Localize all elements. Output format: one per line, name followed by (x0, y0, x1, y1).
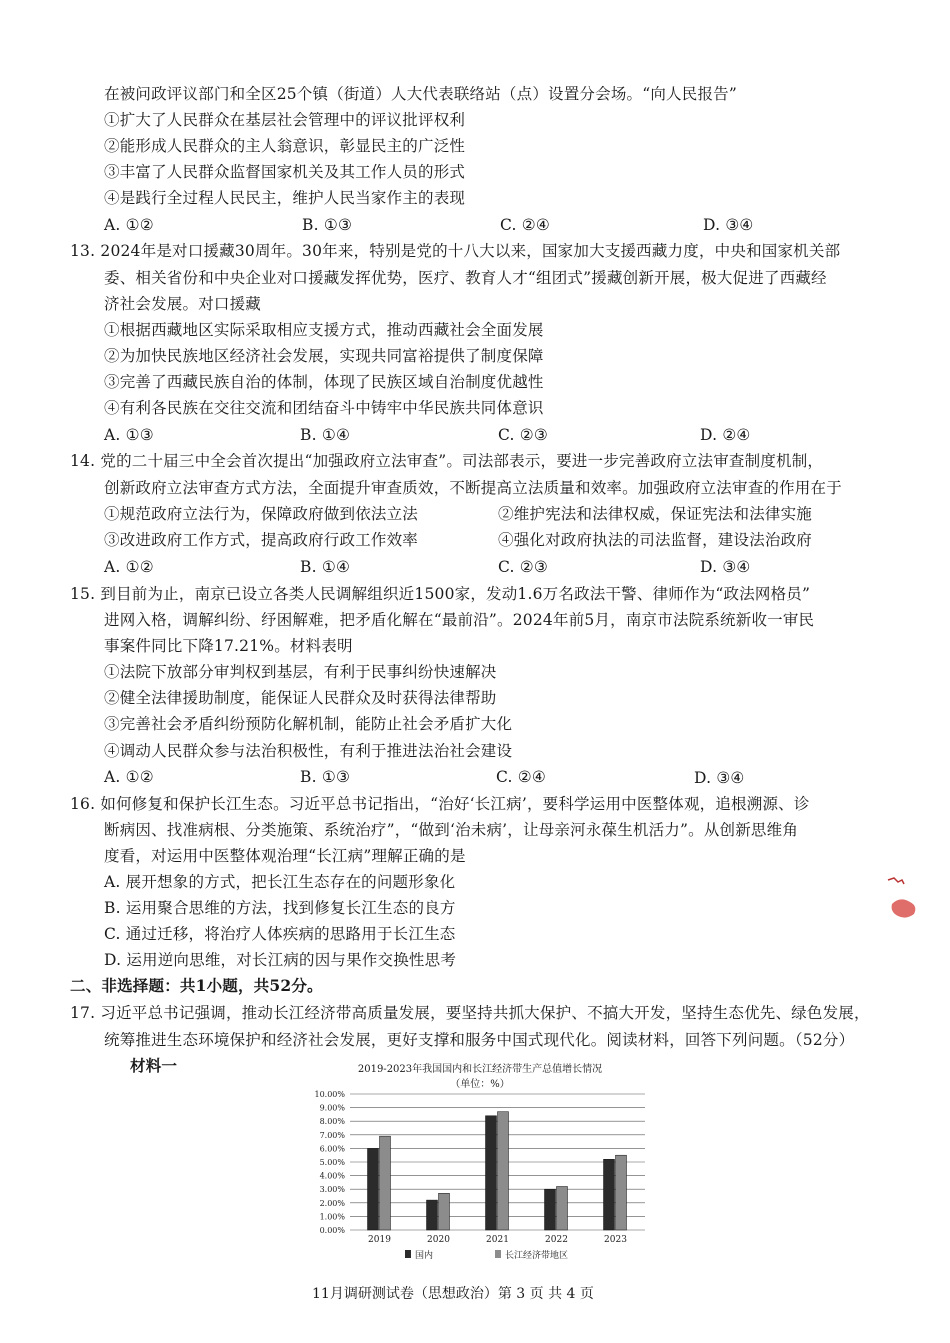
q12-option-a: A. ①② (104, 216, 154, 234)
q14-option-b: B. ①④ (300, 558, 351, 576)
q16-stem-1: 16. 如何修复和保护长江生态。习近平总书记指出，“治好‘长江病’，要科学运用中医整体观，追根溯源、诊 (70, 795, 810, 813)
q13-option-a: A. ①③ (104, 426, 154, 444)
q14-option-d: D. ③④ (700, 558, 751, 576)
q15-item-4: ④调动人民群众参与法治积极性，有利于推进法治社会建设 (104, 742, 513, 760)
bar-2022-series-1 (557, 1186, 568, 1230)
material-one-label: 材料一 (130, 1056, 178, 1075)
bar-2019-series-1 (380, 1136, 391, 1230)
chart-x-ticks (368, 1235, 627, 1245)
y-tick-label-0: 0.00% (319, 1226, 345, 1235)
q14-item-3: ③改进政府工作方式，提高政府行政工作效率 (104, 531, 419, 549)
scan-stain-mark (884, 874, 922, 922)
chart-subtitle: （单位：%） (450, 1079, 510, 1090)
q12-option-d: D. ③④ (703, 216, 754, 234)
y-tick-label-8: 8.00% (319, 1117, 345, 1127)
q15-option-b: B. ①③ (300, 768, 351, 786)
q13-stem-2: 委、相关省份和中央企业对口援藏发挥优势，医疗、教育人才“组团式”援藏创新开展，极大促进了西藏经 (104, 269, 827, 287)
q12-item-3: ③丰富了人民群众监督国家机关及其工作人员的形式 (104, 163, 466, 181)
q16-option-d: D. 运用逆向思维，对长江病的因与果作交换性思考 (104, 951, 457, 969)
legend-swatch-0 (405, 1250, 411, 1258)
q13-option-c: C. ②③ (498, 426, 548, 444)
chart-bars (368, 1112, 627, 1230)
y-tick-label-5: 5.00% (319, 1158, 345, 1167)
page-footer: 11月调研测试卷（思想政治）第 3 页 共 4 页 (312, 1286, 594, 1302)
q15-item-2: ②健全法律援助制度，能保证人民群众及时获得法律帮助 (104, 689, 497, 707)
q12-option-b: B. ①③ (302, 216, 353, 234)
q14-item-4: ④强化对政府执法的司法监督，建设法治政府 (498, 531, 813, 549)
q15-stem-1: 15. 到目前为止，南京已设立各类人民调解组织近1500家，发动1.6万名政法干警、律师作为“政法网格员” (70, 585, 811, 603)
chart-title: 2019-2023年我国国内和长江经济带生产总值增长情况 (357, 1064, 603, 1075)
q16-option-b: B. 运用聚合思维的方法，找到修复长江生态的良方 (104, 899, 456, 917)
bar-2022-series-0 (545, 1189, 556, 1230)
section-2-heading: 二、非选择题：共1小题，共52分。 (70, 976, 323, 995)
q13-item-4: ④有利各民族在交往交流和团结奋斗中铸牢中华民族共同体意识 (104, 399, 544, 417)
chart-y-ticks (314, 1090, 345, 1235)
bar-2020-series-0 (427, 1200, 438, 1230)
q12-item-2: ②能形成人民群众的主人翁意识，彰显民主的广泛性 (104, 137, 466, 155)
bar-2020-series-1 (439, 1193, 450, 1230)
y-tick-label-3: 3.00% (319, 1185, 345, 1195)
q14-option-c: C. ②③ (498, 558, 548, 576)
q16-option-c: C. 通过迁移，将治疗人体疾病的思路用于长江生态 (104, 925, 456, 943)
y-tick-label-7: 7.00% (319, 1130, 345, 1140)
y-tick-label-9: 9.00% (319, 1103, 345, 1113)
q13-stem-1: 13. 2024年是对口援藏30周年。30年来，特别是党的十八大以来，国家加大支援西藏力度，中央和国家机关部 (70, 242, 841, 260)
legend-label-1: 长江经济带地区 (505, 1251, 569, 1261)
q13-option-d: D. ②④ (700, 426, 751, 444)
q12-option-c: C. ②④ (500, 216, 550, 234)
q17-stem-1: 17. 习近平总书记强调，推动长江经济带高质量发展，要坚持共抓大保护、不搞大开发，坚持生态优先、绿色发展， (70, 1004, 870, 1022)
bar-2021-series-1 (498, 1112, 509, 1230)
x-tick-label-2019: 2019 (368, 1235, 391, 1245)
legend-label-0: 国内 (415, 1251, 434, 1261)
q15-item-1: ①法院下放部分审判权到基层，有利于民事纠纷快速解决 (104, 663, 497, 681)
y-tick-label-10: 10.00% (314, 1090, 345, 1099)
bar-2023-series-1 (616, 1155, 627, 1230)
intro-tail-text: 在被问政评议部门和全区25个镇（街道）人大代表联络站（点）设置分会场。“向人民报告” (104, 85, 737, 103)
q16-stem-2: 断病因、找准病根、分类施策、系统治疗”，“做到‘治未病’，让母亲河永葆生机活力”。从创新思维角 (104, 821, 799, 839)
q15-option-d: D. ③④ (694, 769, 745, 787)
q14-item-1: ①规范政府立法行为，保障政府做到依法立法 (104, 505, 419, 523)
q13-item-3: ③完善了西藏民族自治的体制，体现了民族区域自治制度优越性 (104, 373, 544, 391)
q14-stem-2: 创新政府立法审查方式方法，全面提升审查质效，不断提高立法质量和效率。加强政府立法审查的作用在于 (104, 479, 842, 497)
q14-option-a: A. ①② (104, 558, 154, 576)
y-tick-label-2: 2.00% (319, 1198, 345, 1208)
x-tick-label-2022: 2022 (545, 1235, 568, 1245)
q15-option-a: A. ①② (104, 768, 154, 786)
y-tick-label-4: 4.00% (319, 1171, 345, 1181)
x-tick-label-2020: 2020 (427, 1235, 450, 1245)
y-tick-label-1: 1.00% (319, 1212, 345, 1222)
q14-item-2: ②维护宪法和法律权威，保证宪法和法律实施 (498, 505, 813, 523)
q13-option-b: B. ①④ (300, 426, 351, 444)
q16-stem-3: 度看，对运用中医整体观治理“长江病”理解正确的是 (104, 847, 466, 865)
q15-option-c: C. ②④ (496, 768, 546, 786)
q15-item-3: ③完善社会矛盾纠纷预防化解机制，能防止社会矛盾扩大化 (104, 715, 513, 733)
q12-item-4: ④是践行全过程人民民主，维护人民当家作主的表现 (104, 189, 466, 207)
q16-option-a: A. 展开想象的方式，把长江生态存在的问题形象化 (104, 873, 456, 891)
q13-stem-3: 济社会发展。对口援藏 (104, 295, 262, 313)
bar-2019-series-0 (368, 1148, 379, 1230)
x-tick-label-2021: 2021 (486, 1235, 509, 1245)
q13-item-1: ①根据西藏地区实际采取相应支援方式，推动西藏社会全面发展 (104, 321, 544, 339)
bar-2023-series-0 (604, 1159, 615, 1230)
q12-item-1: ①扩大了人民群众在基层社会管理中的评议批评权利 (104, 111, 466, 129)
bar-2021-series-0 (486, 1116, 497, 1230)
q15-stem-3: 事案件同比下降17.21%。材料表明 (104, 637, 353, 655)
q17-stem-2: 统筹推进生态环境保护和经济社会发展，更好支撑和服务中国式现代化。阅读材料，回答下列问题。（52分） (104, 1031, 855, 1049)
q13-item-2: ②为加快民族地区经济社会发展，实现共同富裕提供了制度保障 (104, 347, 544, 365)
gdp-growth-bar-chart (300, 1086, 660, 1278)
q15-stem-2: 进网入格，调解纠纷、纾困解难，把矛盾化解在“最前沿”。2024年前5月，南京市法院系统新收一审民 (104, 611, 815, 629)
y-tick-label-6: 6.00% (319, 1144, 345, 1154)
q14-stem-1: 14. 党的二十届三中全会首次提出“加强政府立法审查”。司法部表示，要进一步完善政府立法审查制度机制， (70, 452, 824, 470)
x-tick-label-2023: 2023 (604, 1235, 627, 1245)
chart-legend (405, 1249, 568, 1261)
legend-swatch-1 (495, 1250, 501, 1258)
